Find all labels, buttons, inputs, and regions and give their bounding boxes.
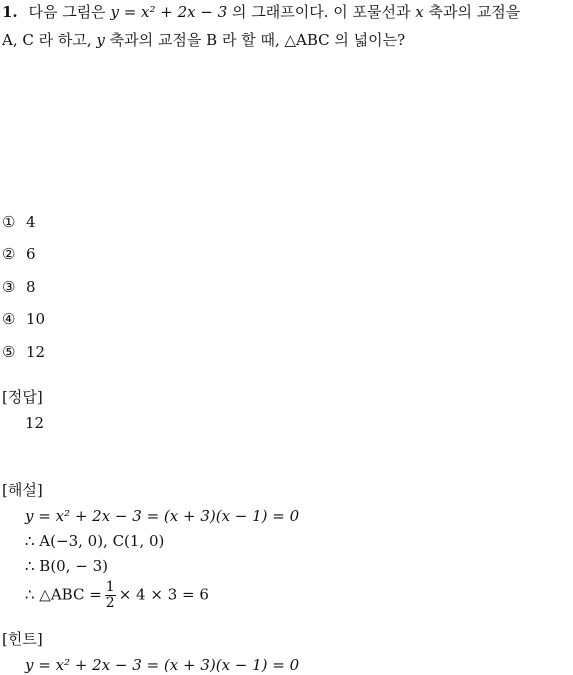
question-text: A, C 라 하고, (2, 31, 92, 49)
question-variable: y (96, 31, 105, 49)
solution-line-3: ∴ B(0, − 3) (25, 557, 108, 575)
question-text: 다음 그림은 (28, 3, 106, 21)
choice-1[interactable] (2, 212, 36, 232)
choice-marker: ② (2, 245, 16, 263)
choice-3[interactable] (2, 277, 36, 297)
question-number: 1. (2, 3, 18, 21)
hint-line-1 (25, 655, 299, 675)
question-equation: y = x² + 2x − 3 (110, 3, 228, 21)
choice-value: 4 (26, 213, 36, 231)
choice-value: 10 (26, 310, 46, 328)
hint-equation: y = x² + 2x − 3 = (x + 3)(x − 1) = 0 (25, 656, 300, 674)
question-text: 의 그래프이다. 이 포물선과 (232, 3, 411, 21)
solution-text: × 4 × 3 = 6 (118, 585, 209, 604)
choice-5[interactable] (2, 342, 45, 362)
choice-value: 6 (26, 245, 36, 263)
choice-4[interactable] (2, 309, 45, 329)
choice-marker: ③ (2, 278, 16, 296)
solution-text: ∴ △ABC = (25, 585, 102, 604)
fraction (105, 580, 116, 611)
fraction-numerator: 1 (105, 579, 115, 595)
solution-line-2: ∴ A(−3, 0), C(1, 0) (25, 532, 165, 550)
choice-marker: ④ (2, 310, 16, 328)
answer-value: 12 (25, 414, 45, 432)
question-text: 축과의 교점을 B 라 할 때, △ABC 의 넓이는? (109, 31, 406, 49)
answer-header: [정답] (2, 388, 43, 406)
solution-header: [해설] (2, 481, 43, 499)
choice-marker: ① (2, 213, 16, 231)
solution-line-4 (25, 580, 209, 611)
choice-value: 12 (26, 343, 46, 361)
graph-figure-area (0, 62, 573, 202)
solution-equation: y = x² + 2x − 3 = (x + 3)(x − 1) = 0 (25, 507, 300, 525)
question-text: 축과의 교점을 (428, 3, 521, 21)
hint-header: [힌트] (2, 630, 43, 648)
question-line-2 (2, 30, 405, 50)
choice-2[interactable] (2, 244, 36, 264)
fraction-denominator: 2 (105, 595, 115, 611)
solution-line-1 (25, 506, 299, 526)
question-line-1 (2, 2, 520, 22)
choice-value: 8 (26, 278, 36, 296)
question-variable: x (415, 3, 424, 21)
choice-marker: ⑤ (2, 343, 16, 361)
